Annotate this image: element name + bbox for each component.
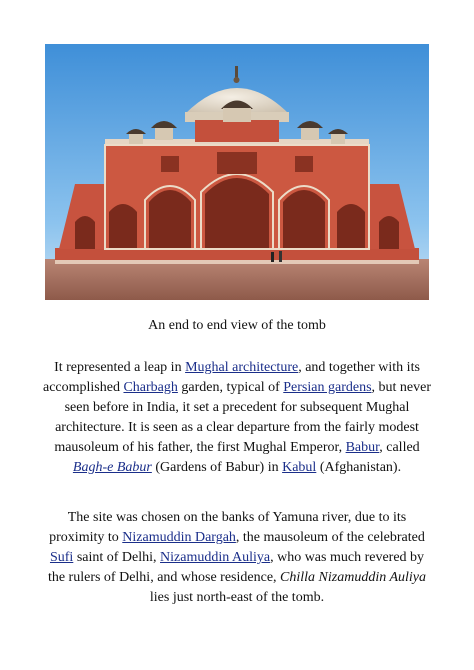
link-bagh-e-babur[interactable]: Bagh-e Babur [72, 460, 152, 475]
tomb-photo-icon [45, 44, 429, 300]
paragraph-site-location: The site was chosen on the banks of Yamuna river, due to its proximity to Nizamuddin Dargah, the mausoleum of the celebrated Sufi saint of Delhi, Nizamuddin Auliya, who was much revered by the rulers of Delhi, and whose residence, Chilla Nizamuddin Auliya lies just north-east of the tomb. [47, 510, 427, 605]
link-charbagh[interactable]: Charbagh [123, 380, 178, 395]
link-sufi[interactable]: Sufi [49, 550, 74, 565]
link-persian-gardens[interactable]: Persian gardens [283, 380, 372, 395]
paragraph-mughal-architecture: It represented a leap in Mughal architecture, and together with its accomplished Charbagh garden, typical of Persian gardens, but never seen before in India, it set a precedent for subsequent Mughal architecture. It is seen as a clear departure from the fairly modest mausoleum of his father, the first Mughal Emperor, Babur, called Bagh-e Babur (Gardens of Babur) in Kabul (Afghanistan). [42, 360, 432, 475]
link-babur[interactable]: Babur [345, 440, 380, 455]
link-nizamuddin-dargah[interactable]: Nizamuddin Dargah [122, 530, 236, 545]
link-kabul[interactable]: Kabul [282, 460, 317, 475]
figure-caption: An end to end view of the tomb [148, 318, 326, 333]
link-nizamuddin-auliya[interactable]: Nizamuddin Auliya [160, 550, 271, 565]
link-mughal-architecture[interactable]: Mughal architecture [185, 360, 299, 375]
tomb-photo [45, 44, 429, 300]
chilla-nizamuddin-auliya: Chilla Nizamuddin Auliya [280, 570, 427, 585]
